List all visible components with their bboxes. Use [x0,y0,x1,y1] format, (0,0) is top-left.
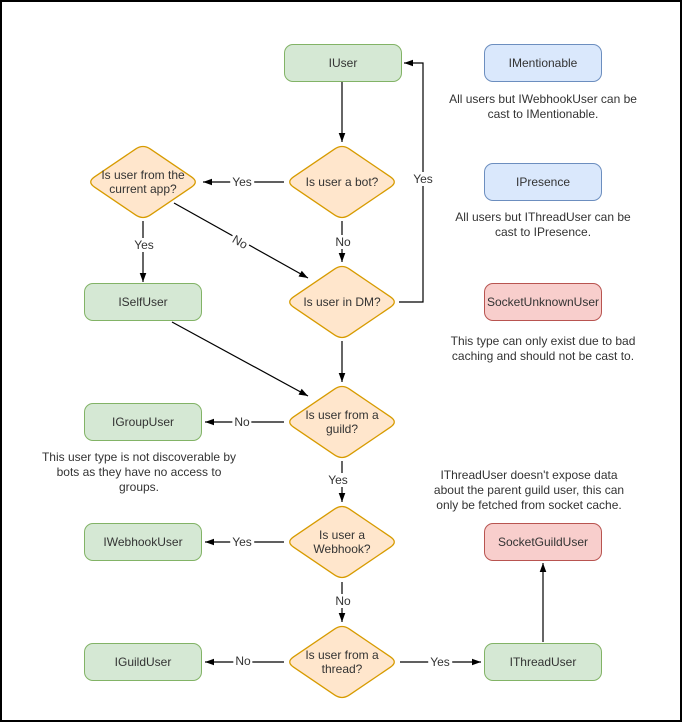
decision-is-webhook-text [285,503,399,581]
edge-label-thread-no: No [235,654,251,668]
decision-is-user-a-bot [285,143,399,221]
edge-label-webhook-no: No [335,594,351,608]
node-iuser-label: IUser [328,56,358,70]
decision-line: Webhook? [313,542,371,556]
note-ipresence [455,210,630,240]
note-line: All users but IThreadUser can be [455,210,631,224]
node-iguilduser [84,643,202,681]
note-socketunknownuser [451,334,636,364]
decision-line: Is user from the [101,168,185,182]
note-line: cast to IMentionable. [487,107,599,121]
note-line: IThreadUser doesn't expose data [440,468,618,482]
note-line: This user type is not discoverable by [41,450,237,464]
node-socketunknownuser [484,283,602,321]
note-line: All users but IWebhookUser can be [449,92,637,106]
note-line: about the parent guild user, this can [433,483,625,497]
decision-line: guild? [325,422,359,436]
decision-is-user-in-dm [285,263,399,341]
node-igroupuser [84,403,202,441]
note-line: cast to IPresence. [494,225,592,239]
edge-label-app-yes: Yes [134,238,154,252]
note-line: caching and should not be cast to. [451,349,635,363]
note-line: groups. [118,480,160,494]
decision-line: Is user a bot? [305,175,379,189]
node-ipresence-label: IPresence [515,175,571,189]
edge-label-guild-yes: Yes [328,473,348,487]
decision-from-guild [285,383,399,461]
note-imentionable [449,92,637,122]
node-iselfuser [84,283,202,321]
node-imentionable-label: IMentionable [508,56,578,70]
node-ithreaduser-label: IThreadUser [509,655,577,669]
node-imentionable [484,44,602,82]
node-iwebhookuser [84,523,202,561]
decision-is-user-in-dm-text [285,263,399,341]
note-socketguilduser [434,468,624,513]
node-ithreaduser [484,643,602,681]
node-ipresence [484,163,602,201]
node-igroupuser-label: IGroupUser [111,415,175,429]
decision-is-user-a-bot-text [285,143,399,221]
edge-label-dm-yes: Yes [413,172,433,186]
decision-line: Is user in DM? [303,295,381,309]
note-line: This type can only exist due to bad [450,334,636,348]
note-line: only be fetched from socket cache. [436,498,622,512]
decision-from-current-app-text [86,143,200,221]
decision-line: current app? [109,182,177,196]
decision-line: Is user a [318,528,366,542]
node-iguilduser-label: IGuildUser [114,655,172,669]
edge-label-bot-yes: Yes [232,175,252,189]
node-iselfuser-label: ISelfUser [118,295,168,309]
decision-line: Is user from a [305,408,379,422]
decision-from-thread [285,623,399,701]
decision-from-thread-text [285,623,399,701]
node-iuser [284,44,402,82]
note-line: bots as they have no access to [56,465,222,479]
decision-from-guild-text [285,383,399,461]
edge-label-thread-yes: Yes [430,655,450,669]
decision-line: Is user from a [305,648,379,662]
decision-from-current-app [86,143,200,221]
node-socketunknownuser-label: SocketUnknownUser [486,295,600,309]
edge-label-guild-no: No [234,415,250,429]
node-socketguilduser-label: SocketGuildUser [497,535,589,549]
node-iwebhookuser-label: IWebhookUser [103,535,183,549]
note-igroupuser [42,450,236,495]
edge-label-app-no: No [229,232,251,252]
decision-line: thread? [321,662,363,676]
edge-label-webhook-yes: Yes [232,535,252,549]
edge-label-bot-no: No [335,235,351,249]
decision-is-webhook [285,503,399,581]
node-socketguilduser [484,523,602,561]
